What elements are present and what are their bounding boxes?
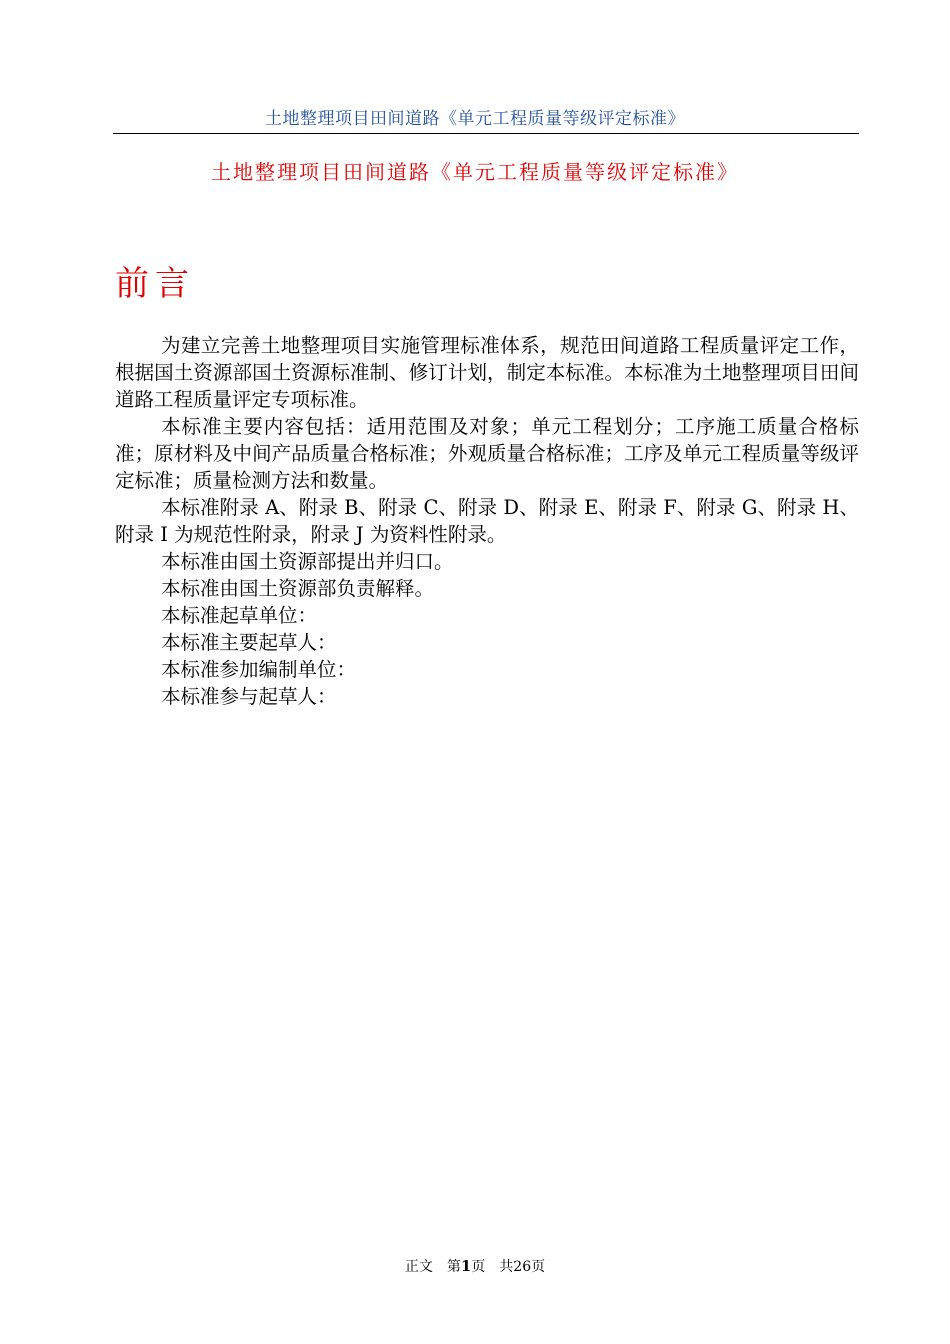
- footer-total-prefix: 共: [499, 1259, 514, 1275]
- preface-body: [115, 332, 859, 710]
- paragraph: 本标准参与起草人：: [161, 685, 337, 708]
- footer-section-label: 正文: [404, 1259, 433, 1275]
- paragraph: 本标准附录 A、附录 B、附录 C、附录 D、附录 E、附录 F、附录 G、附录 H、附录 I 为规范性附录，附录 J 为资料性附录。: [115, 496, 859, 546]
- footer-page-suffix: 页: [471, 1259, 486, 1275]
- header-divider: [113, 133, 859, 134]
- paragraph: 为建立完善土地整理项目实施管理标准体系，规范田间道路工程质量评定工作，根据国土资源部国土资源标准制、修订计划，制定本标准。本标准为土地整理项目田间道路工程质量评定专项标准。: [115, 334, 859, 411]
- paragraph: 本标准起草单位：: [161, 604, 318, 627]
- paragraph: 本标准由国土资源部负责解释。: [161, 577, 435, 600]
- paragraph: 本标准主要内容包括：适用范围及对象；单元工程划分；工序施工质量合格标准；原材料及中间产品质量合格标准；外观质量合格标准；工序及单元工程质量等级评定标准；质量检测方法和数量。: [115, 415, 859, 492]
- running-header: 土地整理项目田间道路《单元工程质量等级评定标准》: [265, 109, 685, 129]
- document-title: 土地整理项目田间道路《单元工程质量等级评定标准》: [211, 160, 739, 184]
- footer-total-suffix: 页: [531, 1259, 546, 1275]
- page-footer: [0, 1256, 950, 1277]
- paragraph: 本标准由国土资源部提出并归口。: [161, 550, 454, 573]
- paragraph: 本标准参加编制单位：: [161, 658, 357, 681]
- paragraph: 本标准主要起草人：: [161, 631, 337, 654]
- footer-total-pages: 26: [513, 1259, 532, 1275]
- footer-page-prefix: 第: [446, 1259, 461, 1275]
- section-heading-preface: 前言: [115, 264, 195, 304]
- footer-page-number: 1: [460, 1257, 472, 1275]
